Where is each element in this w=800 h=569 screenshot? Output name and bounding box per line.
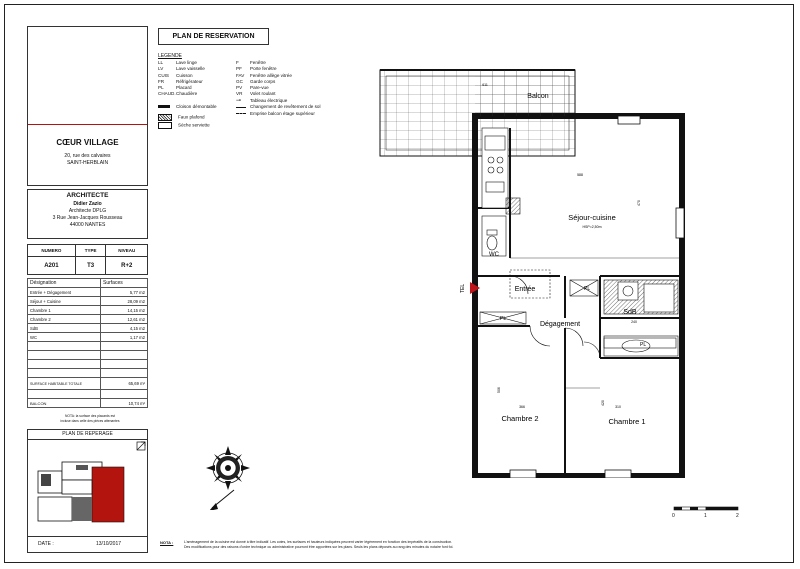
reperage-site-plan <box>36 457 136 527</box>
surface-row-area: 28,09 m2 <box>101 297 148 306</box>
legend-symbol-tableau: ⊸ Tableau électrique <box>236 98 288 104</box>
red-rule <box>28 124 147 125</box>
surfaces-table <box>27 278 148 408</box>
revetement-line-icon <box>236 107 246 108</box>
architect-box <box>27 189 148 239</box>
lot-header-numero: NUMERO <box>28 245 76 257</box>
surfaces-header-designation: Désignation <box>28 279 101 288</box>
surface-row-area: 4,15 m2 <box>101 324 148 333</box>
surface-empty-row <box>28 351 101 360</box>
pl-label-2: PL <box>500 316 507 322</box>
room-label-wc: WC <box>489 252 499 258</box>
surface-empty-row <box>28 390 101 399</box>
legend-symbols-left <box>158 104 217 129</box>
surface-empty-row <box>28 360 101 369</box>
legend-item: GC Garde corps <box>236 78 276 84</box>
surface-row-name: Chambre 2 <box>28 315 101 324</box>
room-label-degagement: Dégagement <box>539 321 581 328</box>
legend-item: FAV Fenêtre allège vitrée <box>236 72 292 78</box>
legend-item: CUIS Cuisson <box>158 72 193 78</box>
lot-table <box>27 244 148 275</box>
surface-row-name: Chambre 1 <box>28 306 101 315</box>
surface-row-name: SdB <box>28 324 101 333</box>
compass-rose-icon <box>198 440 258 510</box>
surface-row-area: 1,17 m2 <box>101 333 148 342</box>
surface-row-area: 14,15 m2 <box>101 306 148 315</box>
dim-240: 240 <box>631 320 637 324</box>
architect-city: 44000 NANTES <box>69 222 106 228</box>
architect-heading: ARCHITECTE <box>66 192 109 199</box>
dim-506: 506 <box>497 387 501 393</box>
lot-header-type: TYPE <box>75 245 106 257</box>
surface-total-value: 65,69 m² <box>101 378 148 390</box>
scale-label-1: 1 <box>704 513 707 519</box>
room-label-chambre1: Chambre 1 <box>608 417 646 426</box>
surface-empty-row <box>28 342 101 351</box>
project-name: CŒUR VILLAGE <box>56 138 119 147</box>
surface-balcony-label: BALCON <box>28 399 101 408</box>
window-bottom-right <box>605 470 631 478</box>
surface-empty-row <box>28 369 101 378</box>
legend-item: LV Lave vaisselle <box>158 66 205 72</box>
legend-symbol-emprise: Emprise balcon étage supérieur <box>236 111 320 117</box>
emprise-dashed-icon <box>236 113 246 114</box>
tableau-electrique-icon: ⊸ <box>236 98 242 104</box>
surface-row-name: Séjour + Cuisine <box>28 297 101 306</box>
surface-row-area: 12,61 m2 <box>101 315 148 324</box>
date-value: 13/10/2017 <box>96 541 122 547</box>
legend-item: PF Porte fenêtre <box>236 66 277 72</box>
legend-symbols-right <box>236 98 320 117</box>
pl-label-1: PL <box>584 286 591 292</box>
architect-address: 3 Rue Jean-Jacques Rousseau <box>52 215 123 221</box>
dim-310: 310 <box>615 405 621 409</box>
legend-title: LEGENDE <box>158 53 182 59</box>
room-label-entree: Entrée <box>514 286 536 293</box>
legend-symbol-cloison: Cloison démontable <box>158 104 217 110</box>
scale-label-2: 2 <box>736 513 739 519</box>
legend-item: PL Placard <box>158 85 192 91</box>
entree-zone <box>510 270 550 298</box>
cloison-symbol-icon <box>158 105 170 108</box>
surface-row-name: Entrée + Dégagement <box>28 288 101 297</box>
dim-470: 470 <box>637 200 641 206</box>
window-top <box>618 116 640 124</box>
legend-right <box>236 60 316 98</box>
legend-symbol-revetement: Changement de revêtement de sol <box>236 104 320 110</box>
nota-line1: L'aménagement de la cuisine est donné à titre indicatif. Les cotes, les surfaces et hauteurs indiquées peuvent varier légèrement en fonction des impératifs de la construction. <box>184 540 453 544</box>
dim-420: 420 <box>601 400 605 406</box>
seche-serviette-icon <box>158 122 172 129</box>
project-address: 20, rue des calvaires <box>64 153 111 159</box>
lot-header-niveau: NIVEAU <box>106 245 148 257</box>
architect-name: Didier Zazio <box>73 201 102 207</box>
legend-item: CHAUD.Chaudière <box>158 91 198 97</box>
faux-plafond-hatch-icon <box>158 114 172 121</box>
plan-title: PLAN DE RESERVATION <box>172 33 255 40</box>
lot-value-numero: A201 <box>28 257 76 275</box>
nota-label: NOTA : <box>160 540 174 545</box>
lot-value-type: T3 <box>75 257 106 275</box>
room-label-chambre2: Chambre 2 <box>501 414 539 423</box>
reperage-title: PLAN DE REPERAGE <box>62 431 113 437</box>
reperage-box <box>27 429 148 537</box>
surfaces-header-surfaces: Surfaces <box>101 279 148 288</box>
lot-value-niveau: R+2 <box>106 257 148 275</box>
window-right <box>676 208 684 238</box>
surface-row-area: 5,77 m2 <box>101 288 148 297</box>
plan-title-box <box>158 28 269 45</box>
legend-symbol-faux-plafond: Faux plafond <box>158 114 217 121</box>
surface-row-name: WC <box>28 333 101 342</box>
legend-item: PV Pare-vue <box>236 85 269 91</box>
dim-588: 588 <box>577 173 583 177</box>
surface-balcony-value: 10,74 m² <box>101 399 148 408</box>
legend-item: VR Volet roulant <box>236 91 276 97</box>
pl-label-3: PL <box>640 342 647 348</box>
project-city: SAINT-HERBLAIN <box>66 160 109 166</box>
legend-item: F Fenêtre <box>236 60 266 65</box>
wc-fixture <box>482 216 506 256</box>
nota-line2: Des modifications pour des raisons d'ordre technique ou administrative pourront être apportées sur les plans. Seuls les plans déposés au rang des minutes du notaire font foi. <box>184 545 454 549</box>
tel-label: TEL <box>460 283 466 293</box>
surface-total-label: SURFACE HABITABLE TOTALE <box>28 378 101 390</box>
legend-item: LL Lave linge <box>158 60 197 65</box>
window-bottom-left <box>510 470 536 478</box>
room-label-sdb: SdB <box>623 309 637 316</box>
legend-item: FR Réfrigérateur <box>158 78 203 84</box>
architect-title: Architecte DPLG <box>68 208 107 214</box>
date-label: DATE : <box>38 541 54 547</box>
surfaces-note: NOTA: la surface des placards est incluse dans celle des pièces attenantes <box>60 414 120 423</box>
floor-plan <box>360 58 700 478</box>
room-label-sejour-hsp: HSP=2,50m <box>582 225 602 229</box>
project-box <box>27 26 148 186</box>
reperage-north-icon <box>136 441 146 451</box>
dim-366: 366 <box>519 405 525 409</box>
scale-label-0: 0 <box>672 513 675 519</box>
room-label-sejour: Séjour-cuisine <box>568 213 616 222</box>
legend-left <box>158 60 238 98</box>
date-box <box>27 537 148 553</box>
legend-symbol-seche-serviette: Sèche serviette <box>158 122 217 129</box>
